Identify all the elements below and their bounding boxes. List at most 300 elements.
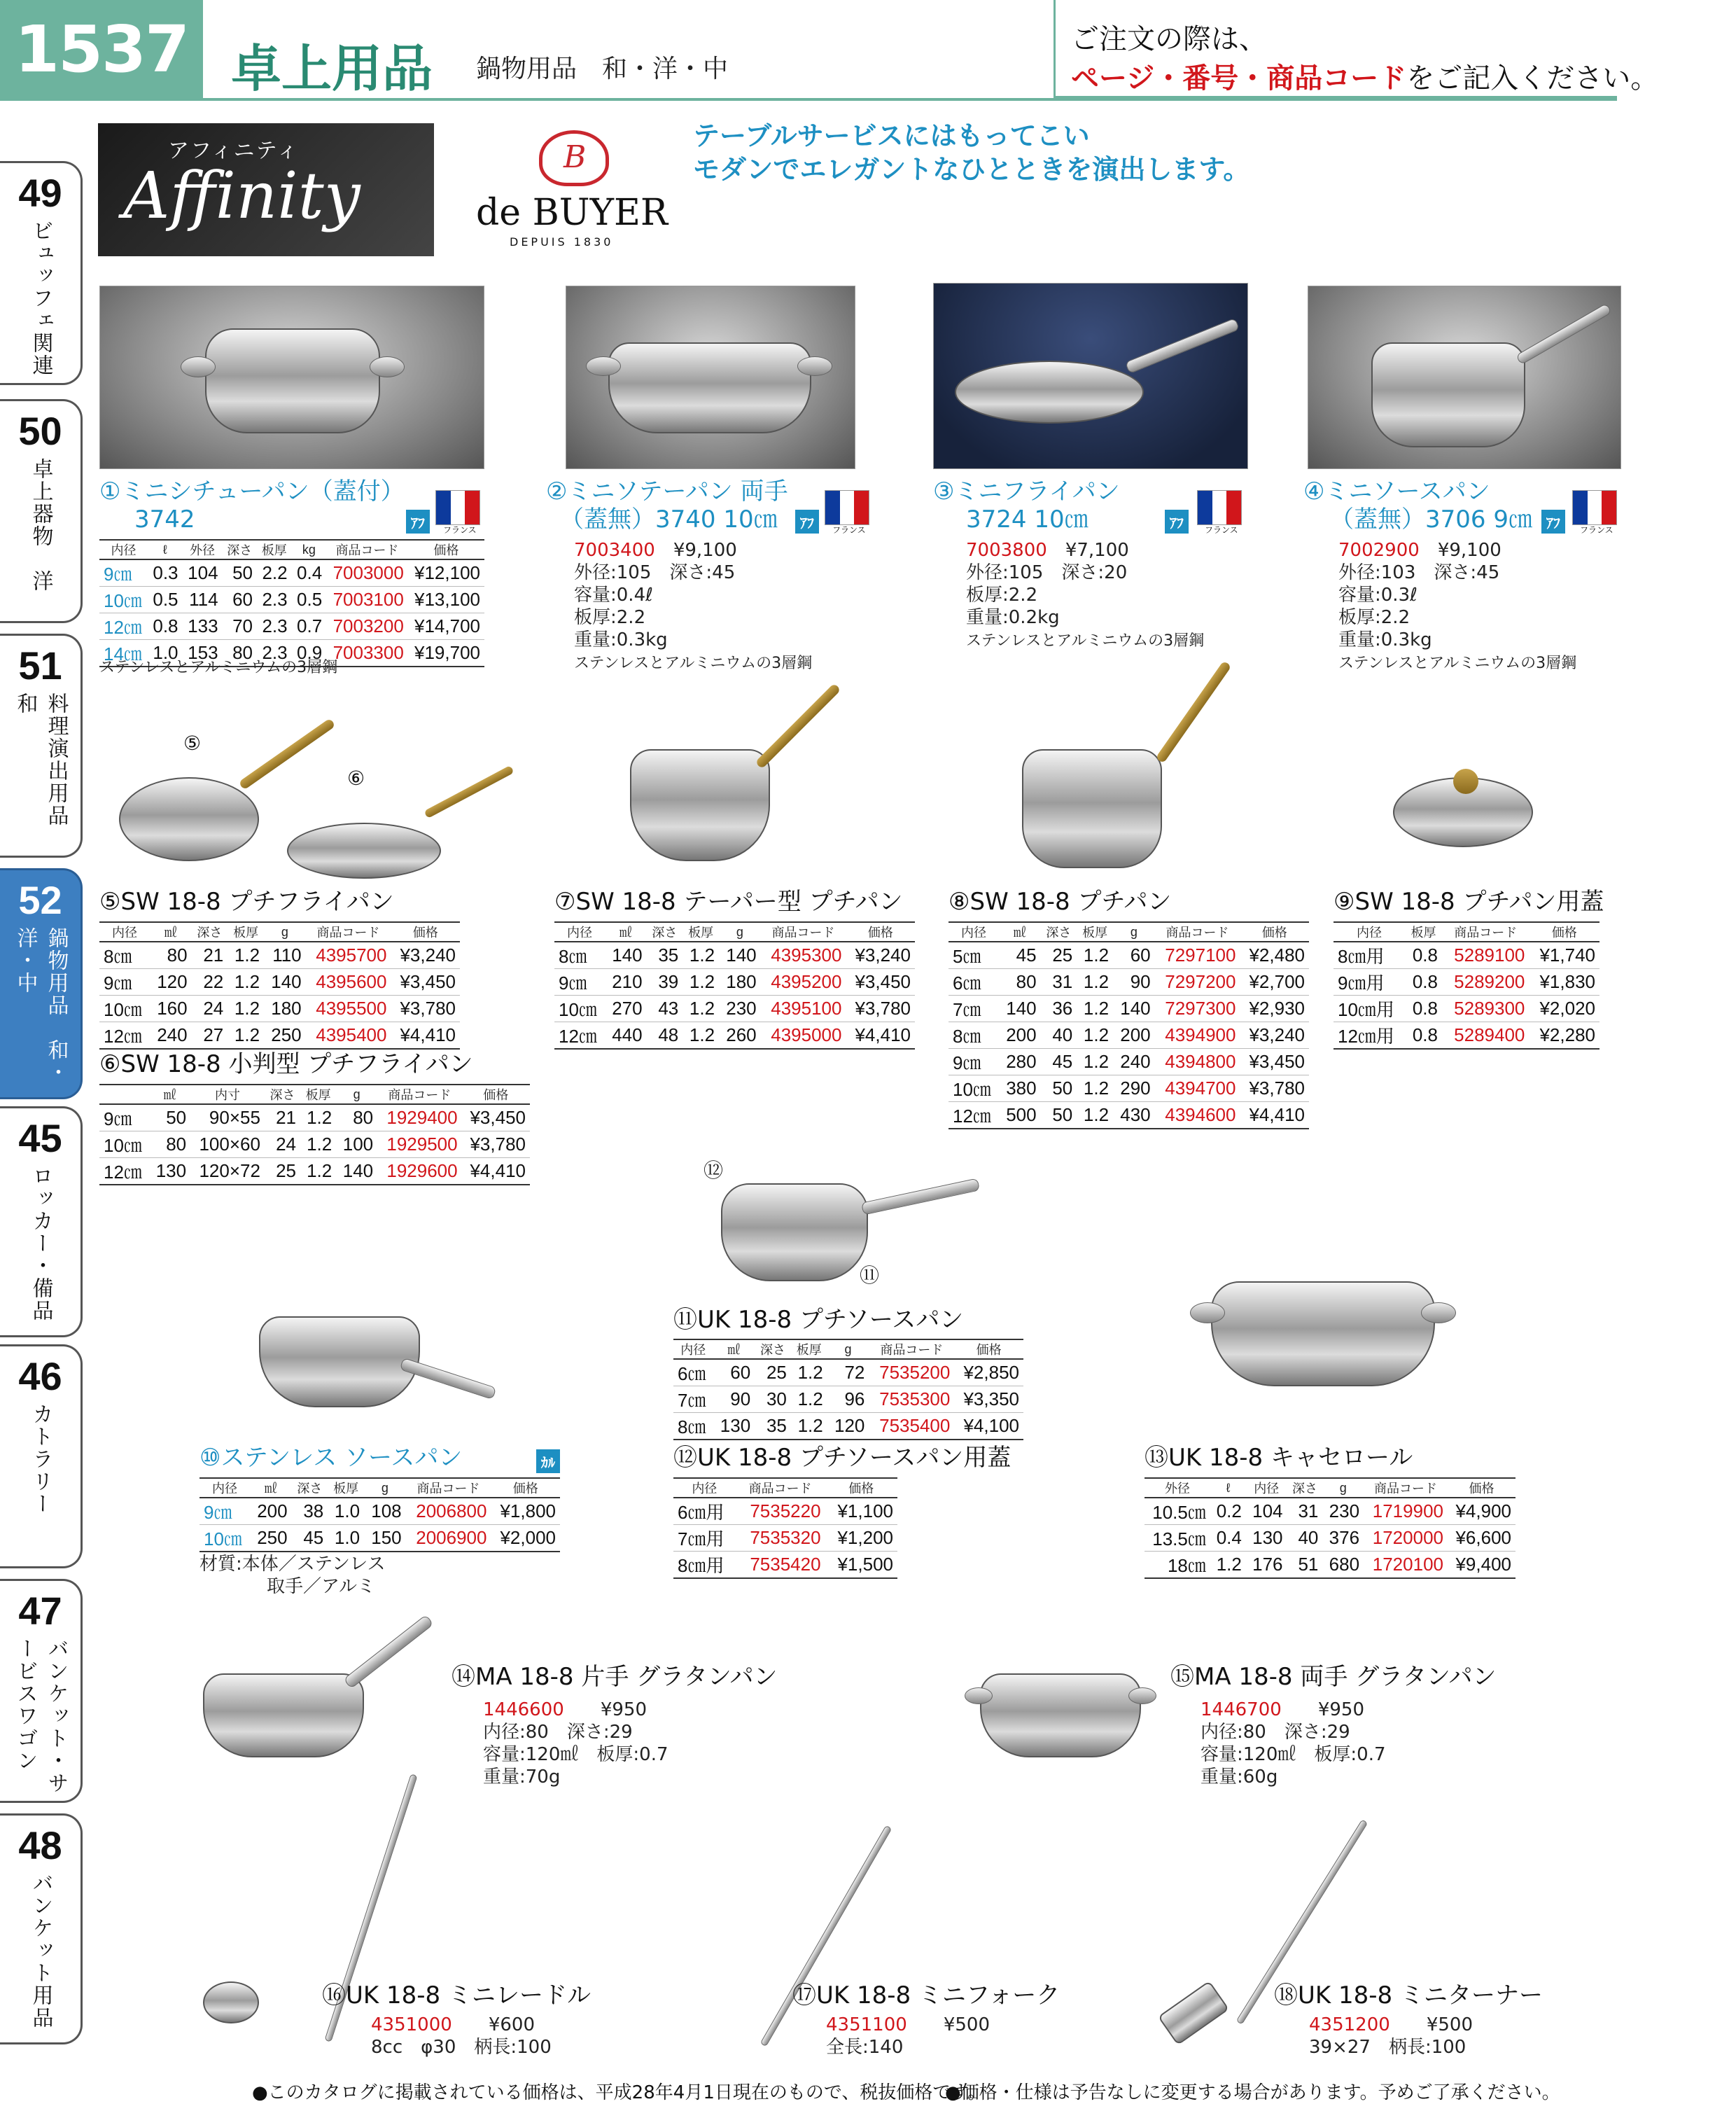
- brass-handle-icon: [238, 718, 335, 790]
- item11-title: ⑪UK 18-8 プチソースパン: [673, 1306, 964, 1334]
- table-row: [948, 1102, 1309, 1129]
- table-cell: 25: [1041, 942, 1077, 969]
- table-cell: 14㎝: [99, 640, 148, 667]
- table-cell: 7535200: [869, 1359, 954, 1386]
- table-cell: 5289400: [1442, 1022, 1529, 1050]
- table-cell: 45: [292, 1525, 328, 1552]
- table-cell: 60: [713, 1359, 755, 1386]
- callout-12: ⑫: [704, 1159, 724, 1182]
- table-cell: 深さ: [292, 1478, 328, 1498]
- table-cell: 96: [827, 1386, 869, 1413]
- item14-code: 1446600: [483, 1699, 564, 1720]
- table-cell: 51: [1287, 1552, 1323, 1579]
- table-cell: 25: [755, 1359, 791, 1386]
- table-cell: 140: [605, 942, 647, 969]
- item12-table: [673, 1477, 897, 1579]
- table-cell: 10㎝: [99, 1131, 149, 1158]
- table-cell: 6㎝: [673, 1359, 713, 1386]
- saucepan-body-icon: [1371, 342, 1525, 447]
- table-cell: 7003200: [326, 613, 408, 640]
- item13-title: ⑬UK 18-8 キャセロール: [1144, 1444, 1413, 1472]
- table-row: [673, 1552, 897, 1579]
- table-cell: 1.0: [148, 640, 183, 667]
- item4-spec-line: 外径:103 深さ:45: [1338, 562, 1500, 583]
- table-cell: 45: [999, 942, 1041, 969]
- table-cell: 板厚: [227, 922, 264, 942]
- table-cell: 4395100: [761, 996, 846, 1022]
- table-cell: ¥1,830: [1529, 969, 1600, 996]
- sidebar-tab-num: 48: [18, 1823, 62, 1867]
- table-cell: 0.8: [1405, 942, 1442, 969]
- table-cell: 12㎝: [554, 1022, 605, 1050]
- affinity-kana: アフィニティ: [168, 139, 300, 163]
- th: 外径: [183, 540, 223, 559]
- table-row: [99, 1131, 530, 1158]
- gratin-pan-14-icon: [203, 1673, 364, 1757]
- item16-spec-line: 8cc φ30 柄長:100: [371, 2037, 552, 2058]
- table-cell: 板厚: [682, 922, 719, 942]
- table-cell: 0.8: [1405, 1022, 1442, 1050]
- table-cell: ¥2,020: [1529, 996, 1600, 1022]
- table-row: [673, 1525, 897, 1552]
- table-cell: 50: [1041, 1102, 1077, 1129]
- ladle-bowl-icon: [203, 1981, 259, 2023]
- table-cell: 1.2: [682, 1022, 719, 1050]
- table-cell: 110: [264, 942, 306, 969]
- item11-table: [673, 1339, 1023, 1440]
- item15-code: 1446700: [1200, 1699, 1282, 1720]
- item5-title: ⑤SW 18-8 プチフライパン: [99, 888, 394, 916]
- table-cell: 43: [647, 996, 683, 1022]
- table-cell: ¥3,450: [462, 1104, 530, 1131]
- table-cell: 5289100: [1442, 942, 1529, 969]
- table-cell: 0.9: [292, 640, 327, 667]
- item2-spec-line: 外径:105 深さ:45: [574, 562, 736, 583]
- sidebar-tab-47[interactable]: [0, 1579, 83, 1803]
- table-cell: 価格: [954, 1339, 1023, 1359]
- table-cell: 0.5: [148, 587, 183, 613]
- page-title: 卓上用品: [231, 39, 433, 98]
- debuyer-name: de BUYER: [476, 192, 668, 234]
- table-cell: 商品コード: [1155, 922, 1240, 942]
- item3-price: ¥7,100: [1065, 540, 1129, 561]
- sidebar-tab-label: バンケット・サービスワゴン: [13, 1638, 69, 1795]
- table-row: [99, 996, 460, 1022]
- table-cell: 7535300: [869, 1386, 954, 1413]
- saute-handle-icon: [797, 356, 832, 376]
- item10-table: [200, 1477, 560, 1552]
- th: kg: [292, 540, 327, 559]
- item3-spec-line: 板厚:2.2: [966, 585, 1038, 606]
- table-cell: ¥19,700: [408, 640, 484, 667]
- table-cell: 72: [827, 1359, 869, 1386]
- casserole-handle-icon: [1190, 1302, 1225, 1323]
- sidebar-tab-49[interactable]: [0, 161, 83, 385]
- item4-model: （蓋無）3706 9㎝: [1330, 506, 1532, 534]
- table-row: [1144, 1552, 1516, 1579]
- table-cell: 1.2: [1077, 996, 1113, 1022]
- table-row: [948, 1022, 1309, 1049]
- table-cell: 10㎝: [99, 996, 150, 1022]
- table-cell: 9㎝: [200, 1498, 250, 1525]
- table-cell: 2.3: [257, 640, 292, 667]
- table-cell: 90: [713, 1386, 755, 1413]
- table-cell: ¥4,900: [1448, 1498, 1516, 1525]
- table-cell: 7003100: [326, 587, 408, 613]
- item12-title: ⑫UK 18-8 プチソースパン用蓋: [673, 1444, 1011, 1472]
- table-cell: 40: [1041, 1022, 1077, 1049]
- table-cell: 5289300: [1442, 996, 1529, 1022]
- table-cell: 8㎝: [554, 942, 605, 969]
- table-cell: ¥3,240: [391, 942, 460, 969]
- casserole-handle-icon: [1421, 1302, 1456, 1323]
- item16-price: ¥600: [488, 2014, 535, 2035]
- table-cell: 8㎝: [673, 1413, 713, 1440]
- table-cell: 0.3: [148, 559, 183, 587]
- table-cell: 内寸: [190, 1085, 265, 1104]
- item18-title: ⑱UK 18-8 ミニターナー: [1274, 1981, 1543, 2009]
- table-row: [554, 942, 915, 969]
- table-cell: 250: [264, 1022, 306, 1050]
- table-cell: g: [1322, 1478, 1364, 1498]
- table-cell: 深さ: [1287, 1478, 1323, 1498]
- table-cell: 1929500: [377, 1131, 461, 1158]
- item3-title: ③ミニフライパン: [933, 478, 1120, 506]
- item2-note: ステンレスとアルミニウムの3層鋼: [574, 655, 813, 672]
- table-cell: 21: [265, 1104, 300, 1131]
- table-cell: 430: [1113, 1102, 1155, 1129]
- table-row: [554, 996, 915, 1022]
- table-cell: ㎖: [605, 922, 647, 942]
- table-cell: 商品コード: [736, 1478, 825, 1498]
- table-cell: 27: [192, 1022, 228, 1050]
- table-cell: 価格: [846, 922, 915, 942]
- table-cell: 80: [336, 1104, 377, 1131]
- table-cell: 22: [192, 969, 228, 996]
- petit-pan-8-icon: [1022, 749, 1162, 868]
- table-cell: 2006800: [406, 1498, 491, 1525]
- table-cell: 13.5㎝: [1144, 1525, 1210, 1552]
- table-cell: 9㎝: [99, 1104, 149, 1131]
- table-cell: ¥3,450: [1240, 1049, 1309, 1075]
- table-cell: 2.3: [257, 587, 292, 613]
- table-cell: 80: [149, 1131, 190, 1158]
- table-cell: 10㎝: [554, 996, 605, 1022]
- table-cell: ¥3,780: [391, 996, 460, 1022]
- table-cell: g: [336, 1085, 377, 1104]
- table-cell: ㎖: [149, 1085, 190, 1104]
- steel-handle-icon: [1128, 1687, 1156, 1704]
- table-cell: ¥2,850: [954, 1359, 1023, 1386]
- item4-spec-line: 重量:0.3kg: [1338, 629, 1432, 650]
- item10-note-1: 材質:本体／ステンレス: [200, 1554, 386, 1575]
- item3-code: 7003800: [966, 540, 1047, 561]
- table-cell: 60: [223, 587, 257, 613]
- order-note-line1: ご注文の際は、: [1071, 23, 1267, 55]
- item4-spec-line: 容量:0.3ℓ: [1338, 585, 1418, 606]
- table-cell: 4394900: [1155, 1022, 1240, 1049]
- table-cell: 1.2: [1077, 1049, 1113, 1075]
- item1-mark: ｱﾌ: [406, 510, 430, 534]
- table-cell: 1.2: [791, 1413, 827, 1440]
- table-cell: 4395700: [306, 942, 391, 969]
- table-cell: 1.2: [791, 1359, 827, 1386]
- table-cell: ¥12,100: [408, 559, 484, 587]
- table-cell: 24: [192, 996, 228, 1022]
- table-cell: 4395600: [306, 969, 391, 996]
- table-cell: 0.2: [1210, 1498, 1246, 1525]
- table-row: [948, 1049, 1309, 1075]
- table-cell: 120: [827, 1413, 869, 1440]
- table-cell: 7297300: [1155, 996, 1240, 1022]
- item3-mark: ｱﾌ: [1165, 510, 1189, 534]
- table-cell: 50: [149, 1104, 190, 1131]
- table-cell: 240: [150, 1022, 192, 1050]
- table-cell: g: [364, 1478, 406, 1498]
- item15-price: ¥950: [1317, 1699, 1364, 1720]
- table-cell: 商品コード: [377, 1085, 461, 1104]
- item2-code: 7003400: [574, 540, 655, 561]
- table-cell: 内径: [673, 1339, 713, 1359]
- header-rule: [0, 98, 1617, 101]
- sidebar-tab-50[interactable]: [0, 399, 83, 623]
- table-cell: ㎖: [150, 922, 192, 942]
- table-cell: 7003000: [326, 559, 408, 587]
- table-cell: 7535420: [736, 1552, 825, 1579]
- table-cell: ¥3,780: [1240, 1075, 1309, 1102]
- affinity-logo: [98, 123, 434, 256]
- sidebar-tab-label: ロッカー・備品: [28, 1165, 53, 1322]
- table-cell: 4395000: [761, 1022, 846, 1050]
- table-cell: 0.5: [292, 587, 327, 613]
- table-row: [99, 969, 460, 996]
- table-cell: 1.2: [1077, 969, 1113, 996]
- table-cell: ¥1,200: [825, 1525, 897, 1552]
- item10-note: [200, 1553, 386, 1598]
- item1-model: 3742: [134, 506, 195, 534]
- saute-pan-icon: [608, 342, 811, 433]
- item14-spec-line: 内径:80 深さ:29: [483, 1722, 633, 1743]
- order-note-line2: [1071, 56, 1658, 96]
- table-row: [554, 1022, 915, 1050]
- table-cell: 深さ: [647, 922, 683, 942]
- table-cell: 1.2: [1077, 1102, 1113, 1129]
- item18-spec: [1309, 2014, 1473, 2058]
- table-cell: ¥4,410: [462, 1158, 530, 1185]
- table-row: [1334, 942, 1600, 969]
- table-cell: 12㎝用: [1334, 1022, 1405, 1050]
- table-cell: 価格: [391, 922, 460, 942]
- table-cell: 内径: [200, 1478, 250, 1498]
- flag-label: フランス: [832, 525, 866, 535]
- table-cell: 104: [183, 559, 223, 587]
- france-flag-icon: [825, 490, 869, 535]
- table-cell: 7㎝用: [673, 1525, 736, 1552]
- item18-spec-line: 39×27 柄長:100: [1309, 2037, 1466, 2058]
- table-cell: 153: [183, 640, 223, 667]
- table-cell: ¥2,280: [1529, 1022, 1600, 1050]
- sidebar-tab-48[interactable]: [0, 1813, 83, 2044]
- sidebar-tab-num: 51: [18, 643, 62, 688]
- table-cell: g: [264, 922, 306, 942]
- table-cell: ℓ: [1210, 1478, 1246, 1498]
- table-cell: 板厚: [1077, 922, 1113, 942]
- table-cell: ㎖: [250, 1478, 292, 1498]
- table-cell: 12㎝: [99, 613, 148, 640]
- table-cell: 380: [999, 1075, 1041, 1102]
- table-cell: 176: [1246, 1552, 1287, 1579]
- table-cell: 10㎝: [200, 1525, 250, 1552]
- table-cell: 6㎝: [948, 969, 999, 996]
- table-cell: 1.2: [300, 1158, 336, 1185]
- table-cell: 6㎝用: [673, 1498, 736, 1525]
- table-cell: 114: [183, 587, 223, 613]
- casserole-13-icon: [1211, 1281, 1435, 1386]
- item7-title: ⑦SW 18-8 テーパー型 プチパン: [554, 888, 903, 916]
- table-row: [99, 559, 484, 587]
- table-cell: 板厚: [1405, 922, 1442, 942]
- table-cell: 4394600: [1155, 1102, 1240, 1129]
- table-cell: 1.2: [682, 942, 719, 969]
- table-cell: 10㎝用: [1334, 996, 1405, 1022]
- debuyer-crest-icon: [539, 130, 609, 186]
- table-cell: 内径: [99, 922, 150, 942]
- table-cell: ¥2,000: [491, 1525, 560, 1552]
- product-photo-2: [566, 286, 855, 469]
- item4-spec-line: 板厚:2.2: [1338, 607, 1410, 628]
- table-cell: 140: [1113, 996, 1155, 1022]
- tagline-line1: テーブルサービスにはもってこい: [693, 120, 1090, 151]
- table-cell: 1.2: [682, 969, 719, 996]
- table-cell: 9㎝: [554, 969, 605, 996]
- table-cell: 1.2: [791, 1386, 827, 1413]
- item14-spec-line: 容量:120㎖ 板厚:0.7: [483, 1744, 668, 1765]
- item9-table: [1334, 921, 1600, 1050]
- sidebar-tab-52[interactable]: [0, 868, 83, 1099]
- table-cell: 100×60: [190, 1131, 265, 1158]
- item2-mark: ｱﾌ: [795, 510, 819, 534]
- item6-title: ⑥SW 18-8 小判型 プチフライパン: [99, 1050, 473, 1078]
- gratin-pan-15-icon: [980, 1673, 1141, 1757]
- item10-note-2: 取手／アルミ: [267, 1576, 375, 1597]
- table-cell: 60: [1113, 942, 1155, 969]
- sidebar-tab-46[interactable]: [0, 1344, 83, 1568]
- item15-spec-line: 容量:120㎖ 板厚:0.7: [1200, 1744, 1386, 1765]
- table-cell: 価格: [1240, 922, 1309, 942]
- item2-title: ②ミニソテーパン 両手: [546, 478, 788, 506]
- item17-spec-line: 全長:140: [826, 2037, 904, 2058]
- table-cell: g: [827, 1339, 869, 1359]
- sidebar-tab-num: 49: [18, 171, 62, 215]
- table-cell: 1929400: [377, 1104, 461, 1131]
- item4-title: ④ミニソースパン: [1303, 478, 1490, 506]
- france-flag-icon: [435, 490, 480, 535]
- table-cell: 5289200: [1442, 969, 1529, 996]
- table-cell: 133: [183, 613, 223, 640]
- table-cell: 0.7: [292, 613, 327, 640]
- table-cell: 36: [1041, 996, 1077, 1022]
- table-cell: 50: [223, 559, 257, 587]
- item15-spec-line: 内径:80 深さ:29: [1200, 1722, 1350, 1743]
- sidebar-tab-45[interactable]: [0, 1106, 83, 1337]
- table-cell: 25: [265, 1158, 300, 1185]
- item15-spec: [1200, 1699, 1386, 1788]
- table-row: [99, 942, 460, 969]
- table-cell: 10㎝: [99, 587, 148, 613]
- table-cell: 200: [250, 1498, 292, 1525]
- table-cell: 10㎝: [948, 1075, 999, 1102]
- table-cell: 376: [1322, 1525, 1364, 1552]
- table-cell: 200: [1113, 1022, 1155, 1049]
- table-cell: 8㎝: [99, 942, 150, 969]
- table-cell: 35: [647, 942, 683, 969]
- sidebar-tab-51[interactable]: [0, 634, 83, 858]
- table-cell: 内径: [1334, 922, 1405, 942]
- france-flag-icon: [1197, 490, 1242, 535]
- table-cell: 1.2: [682, 996, 719, 1022]
- sidebar-tab-num: 45: [18, 1116, 62, 1160]
- table-cell: 35: [755, 1413, 791, 1440]
- table-cell: 1720100: [1364, 1552, 1448, 1579]
- table-cell: 270: [605, 996, 647, 1022]
- table-cell: 31: [1041, 969, 1077, 996]
- callout-5: ⑤: [183, 732, 202, 755]
- item14-price: ¥950: [600, 1699, 647, 1720]
- table-cell: 0.4: [292, 559, 327, 587]
- item3-note: ステンレスとアルミニウムの3層鋼: [966, 632, 1205, 650]
- table-cell: 0.4: [1210, 1525, 1246, 1552]
- table-row: [200, 1525, 560, 1552]
- table-cell: 商品コード: [306, 922, 391, 942]
- table-cell: 230: [719, 996, 761, 1022]
- table-row: [673, 1413, 1023, 1440]
- brass-knob-icon: [1453, 769, 1478, 794]
- product-photo-4: [1308, 286, 1621, 469]
- affinity-wordmark: Affinity: [123, 158, 360, 233]
- table-cell: 48: [647, 1022, 683, 1050]
- item8-title: ⑧SW 18-8 プチパン: [948, 888, 1172, 916]
- table-cell: ¥2,700: [1240, 969, 1309, 996]
- table-cell: ¥3,780: [846, 996, 915, 1022]
- flag-label: フランス: [443, 525, 477, 535]
- item4-price: ¥9,100: [1437, 540, 1502, 561]
- table-cell: 8㎝用: [673, 1552, 736, 1579]
- table-cell: 1.2: [300, 1104, 336, 1131]
- table-cell: 1929600: [377, 1158, 461, 1185]
- page-number: 1537: [0, 0, 203, 98]
- table-cell: 1.2: [1077, 1022, 1113, 1049]
- table-cell: 4394800: [1155, 1049, 1240, 1075]
- table-row: [948, 1075, 1309, 1102]
- item2-spec-line: 容量:0.4ℓ: [574, 585, 653, 606]
- oval-frypan-6-icon: [287, 823, 441, 879]
- item1-title: ①ミニシチューパン（蓋付）: [99, 478, 405, 506]
- table-row: [673, 1359, 1023, 1386]
- table-cell: 8㎝: [948, 1022, 999, 1049]
- item2-spec: [574, 539, 737, 651]
- table-cell: 12㎝: [948, 1102, 999, 1129]
- table-cell: 39: [647, 969, 683, 996]
- table-cell: 200: [999, 1022, 1041, 1049]
- table-cell: 2.2: [257, 559, 292, 587]
- sidebar-tab-num: 47: [18, 1589, 62, 1633]
- table-cell: 250: [250, 1525, 292, 1552]
- th: 板厚: [257, 540, 292, 559]
- table-cell: 1.2: [1077, 942, 1113, 969]
- table-cell: 9㎝: [99, 559, 148, 587]
- footer-price-note: ●このカタログに掲載されている価格は、平成28年4月1日現在のもので、税抜価格です。: [252, 2082, 986, 2103]
- sidebar-tab-label: 卓上器物 洋: [28, 458, 53, 592]
